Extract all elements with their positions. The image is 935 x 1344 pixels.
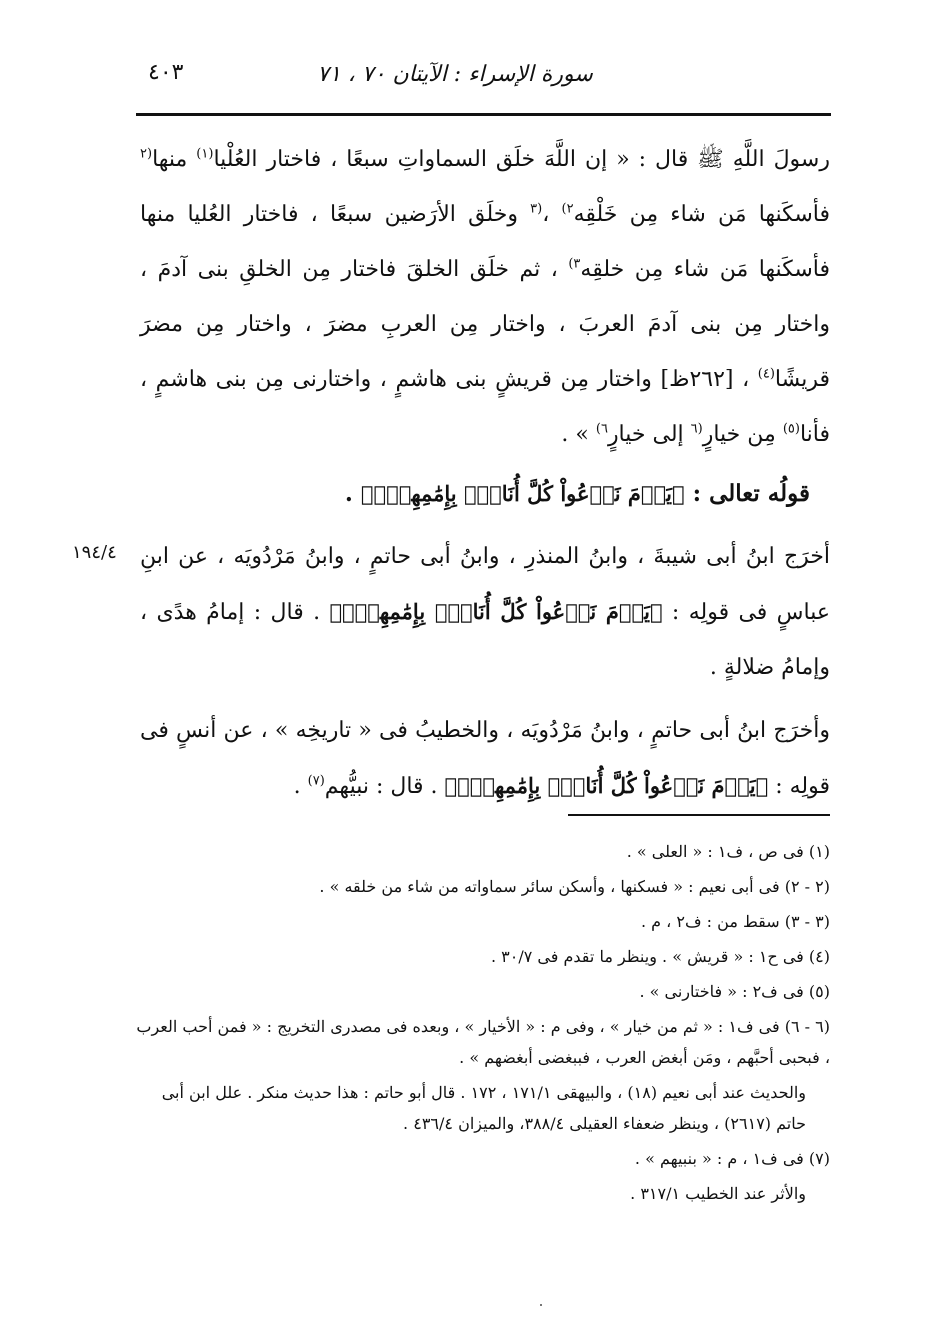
- text-run: فأسكَنها مَن شاء مِن خَلْقِه: [573, 202, 830, 227]
- margin-reference: ١٩٤/٤: [72, 542, 117, 563]
- footnote-rule: [568, 814, 830, 816]
- heading-suffix: .: [344, 480, 361, 507]
- footnote: (٤) فى ح١ : « قريش » . وينظر ما تقدم فى ٣٠/٧ .: [491, 947, 830, 966]
- footnote-marker: (٤): [757, 366, 775, 382]
- verse-heading: [140, 466, 830, 521]
- text-run: وخلَق الأرَضين سبعًا ، فاختار العُليا منها فأسكَنها مَن شاء مِن خلقِه: [140, 202, 831, 282]
- header-rule: [136, 113, 831, 116]
- text-run: ،: [542, 202, 562, 227]
- footnote-marker: (٣: [530, 201, 543, 217]
- page-number: ٤٠٣: [148, 60, 184, 85]
- footnote: (٢ - ٢) فى أبى نعيم : « فسكنها ، وأسكن سائر سماواته من شاء من خلقه » .: [319, 877, 830, 896]
- footnote: (٥) فى ف٢ : « فاختارنى » .: [639, 982, 830, 1001]
- text-run: مِن خيارٍ: [702, 422, 783, 447]
- footnote: (١) فى ص ، ف١ : « العلى » .: [626, 842, 830, 861]
- narration-paragraph: [140, 529, 830, 695]
- footnote-marker: (٢: [140, 146, 153, 162]
- main-text: [140, 132, 830, 814]
- text-run: وأخرَج ابنُ أبى حاتمٍ ، وابنُ مَرْدُويَه ، والخطيبُ فى « تاريخِه » ، عن أنسٍ فى قولِه :: [140, 718, 830, 799]
- hadith-paragraph: [140, 132, 830, 462]
- narration-paragraph: [140, 703, 830, 814]
- footnote-marker: (٥): [782, 421, 800, 437]
- text-run: إلى خيارٍ: [607, 422, 691, 447]
- footnote-continuation: والأثر عند الخطيب ٣١٧/١ .: [630, 1184, 806, 1203]
- heading-prefix: قولُه تعالى :: [684, 480, 810, 507]
- footnote-continuation: والحديث عند أبى نعيم (١٨) ، والبيهقى ١٧١/١ ، ١٧٢ . قال أبو حاتم : هذا حديث منكر . علل ابن أبى حاتم (٢٦١٧) ، وينظر ضعفاء العقيلى ٣٨٨/٤، والميزان ٤٣٦/٤ .: [161, 1083, 806, 1133]
- quran-verse: ﴿يَوۡمَ نَدۡعُواْ كُلَّ أُنَاسِۭ بِإِمَٰمِهِمۡۖ﴾: [329, 599, 663, 624]
- text-run: . قال : إمامُ هدًى ، وإمامُ ضلالةٍ .: [140, 600, 830, 680]
- text-run: منها: [152, 147, 197, 172]
- running-header-title: سورة الإسراء : الآيتان ٧٠ ، ٧١: [317, 62, 593, 87]
- text-run: » .: [561, 422, 596, 447]
- text-run: أخرَج ابنُ أبى شيبةَ ، وابنُ المنذرِ ، وابنُ أبى حاتمٍ ، وابنُ مَرْدُويَه ، عن ابنِ عباسٍ فى قولِه :: [140, 544, 830, 625]
- footnote-marker: (٦: [690, 421, 703, 437]
- footnote-marker: ٣): [568, 256, 581, 272]
- footnote-marker: (١): [196, 146, 214, 162]
- text-run: .: [293, 774, 308, 799]
- text-run: . قال : نبيُّهم: [324, 774, 445, 799]
- footnote-marker: (٧): [307, 773, 325, 789]
- footnote-marker: ٢): [561, 201, 574, 217]
- text-run: ، ثم خلَق الخلقَ فاختار مِن الخلقِ بنى آدمَ ، واختار مِن بنى آدمَ العربَ ، واختار مِن العربِ مضرَ ، واختار مِن مضرَ قريشًا: [140, 257, 831, 392]
- quran-verse: ﴿يَوۡمَ نَدۡعُواْ كُلَّ أُنَاسِۭ بِإِمَٰمِهِمۡۖ﴾: [444, 773, 769, 798]
- footnote: (٦ - ٦) فى ف١ : « ثم من خيار » ، وفى م : « الأخيار » ، وبعده فى مصدرى التخريج : « فمن أحب العرب ، فبحبى أحبَّهم ، ومَن أبغض العرب ، فببغضى أبغضهم » .: [136, 1017, 830, 1067]
- footnote: (٧) فى ف١ ، م : « بنبيهم » .: [634, 1149, 830, 1168]
- quran-verse: ﴿يَوۡمَ نَدۡعُواْ كُلَّ أُنَاسِۭ بِإِمَٰمِهِمۡۖ﴾: [360, 481, 685, 506]
- scan-speck: [540, 1304, 542, 1306]
- footnote-marker: ٦): [595, 421, 608, 437]
- footnote: (٣ - ٣) سقط من : ف٢ ، م .: [640, 912, 830, 931]
- text-run: ، [٢٦٢ظ] واختار مِن قريشٍ بنى هاشمٍ ، واختارنى مِن بنى هاشمٍ ، فأنا: [140, 367, 830, 447]
- footnotes: [130, 836, 830, 1213]
- text-run: رسولَ اللَّهِ ﷺ قال : « إن اللَّهَ خلَق السماواتِ سبعًا ، فاختار العُلْيا: [213, 147, 830, 172]
